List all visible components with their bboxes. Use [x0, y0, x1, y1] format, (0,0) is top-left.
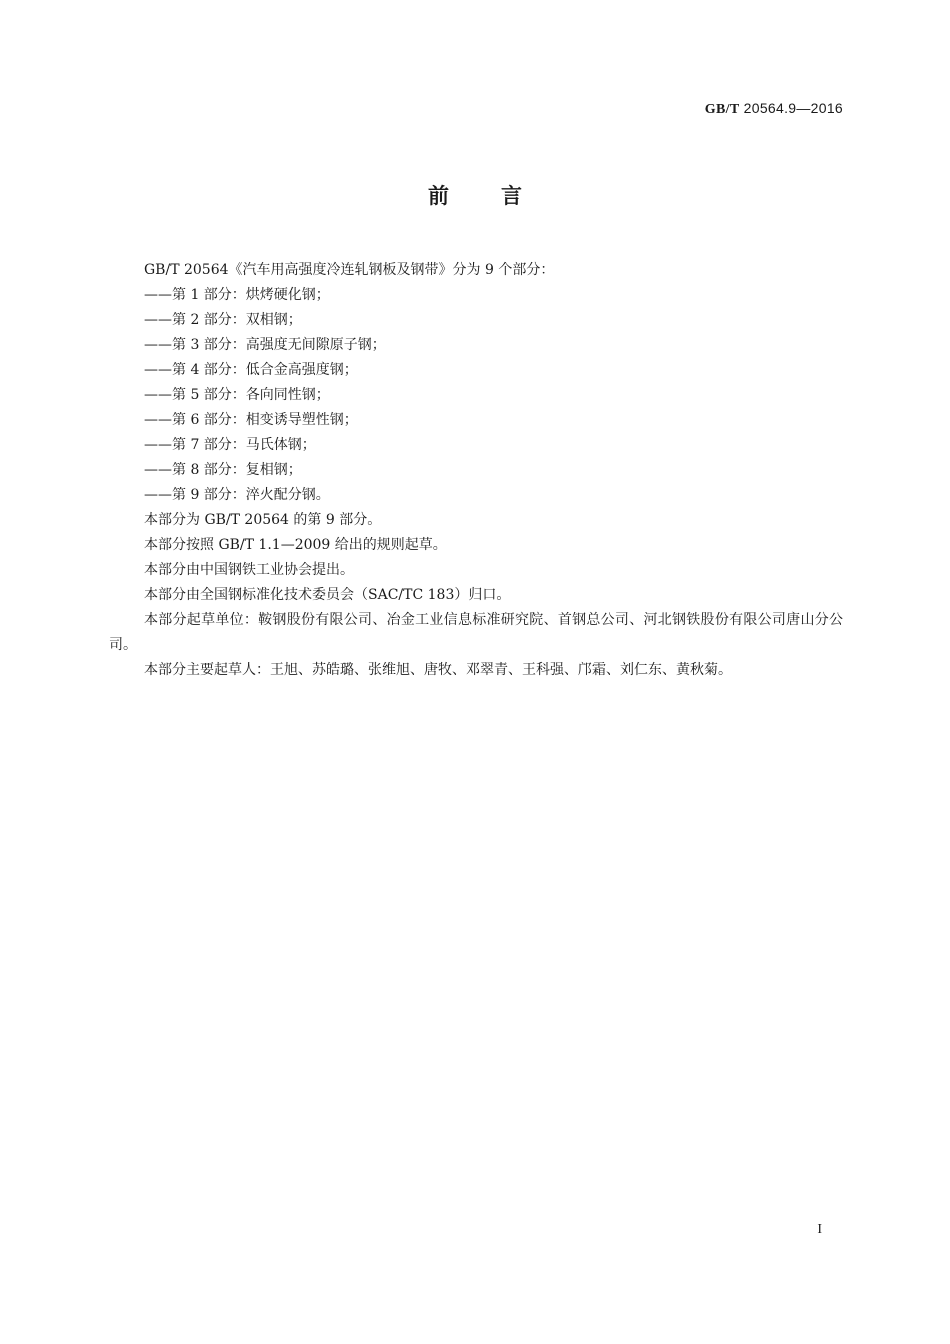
- part-list-item: ——第 6 部分：相变诱导塑性钢；: [144, 412, 358, 428]
- page-title: 前言: [428, 184, 574, 208]
- proposer-paragraph: 本部分由中国钢铁工业协会提出。: [144, 562, 354, 578]
- preface-body: [109, 258, 843, 683]
- intro-paragraph: GB/T 20564《汽车用高强度冷连轧钢板及钢带》分为 9 个部分：: [144, 262, 555, 278]
- part-list-item: ——第 4 部分：低合金高强度钢；: [144, 362, 358, 378]
- part-list-item: ——第 3 部分：高强度无间隙原子钢；: [144, 337, 386, 353]
- part-list-item: ——第 7 部分：马氏体钢；: [144, 437, 316, 453]
- page-number: I: [817, 1222, 822, 1237]
- part-list-item: ——第 1 部分：烘烤硬化钢；: [144, 287, 330, 303]
- document-code-prefix: GB/T: [704, 102, 740, 117]
- committee-paragraph: 本部分由全国钢标准化技术委员会（SAC/TC 183）归口。: [144, 587, 511, 603]
- part-list-item: ——第 2 部分：双相钢；: [144, 312, 302, 328]
- drafters-paragraph: 本部分主要起草人：王旭、苏皓璐、张维旭、唐牧、邓翠青、王科强、邝霜、刘仁东、黄秋菊。: [144, 662, 732, 678]
- part-list-item: ——第 5 部分：各向同性钢；: [144, 387, 330, 403]
- part-list-item: ——第 9 部分：淬火配分钢。: [144, 487, 330, 503]
- document-code-number: 20564.9—2016: [739, 100, 843, 116]
- document-code: [705, 100, 843, 118]
- part-list-item: ——第 8 部分：复相钢；: [144, 462, 302, 478]
- drafting-units-paragraph: 本部分起草单位：鞍钢股份有限公司、冶金工业信息标准研究院、首钢总公司、河北钢铁股份有限公司唐山分公司。: [109, 612, 843, 653]
- drafting-rules-paragraph: 本部分按照 GB/T 1.1—2009 给出的规则起草。: [144, 537, 447, 553]
- part-number-paragraph: 本部分为 GB/T 20564 的第 9 部分。: [144, 512, 382, 528]
